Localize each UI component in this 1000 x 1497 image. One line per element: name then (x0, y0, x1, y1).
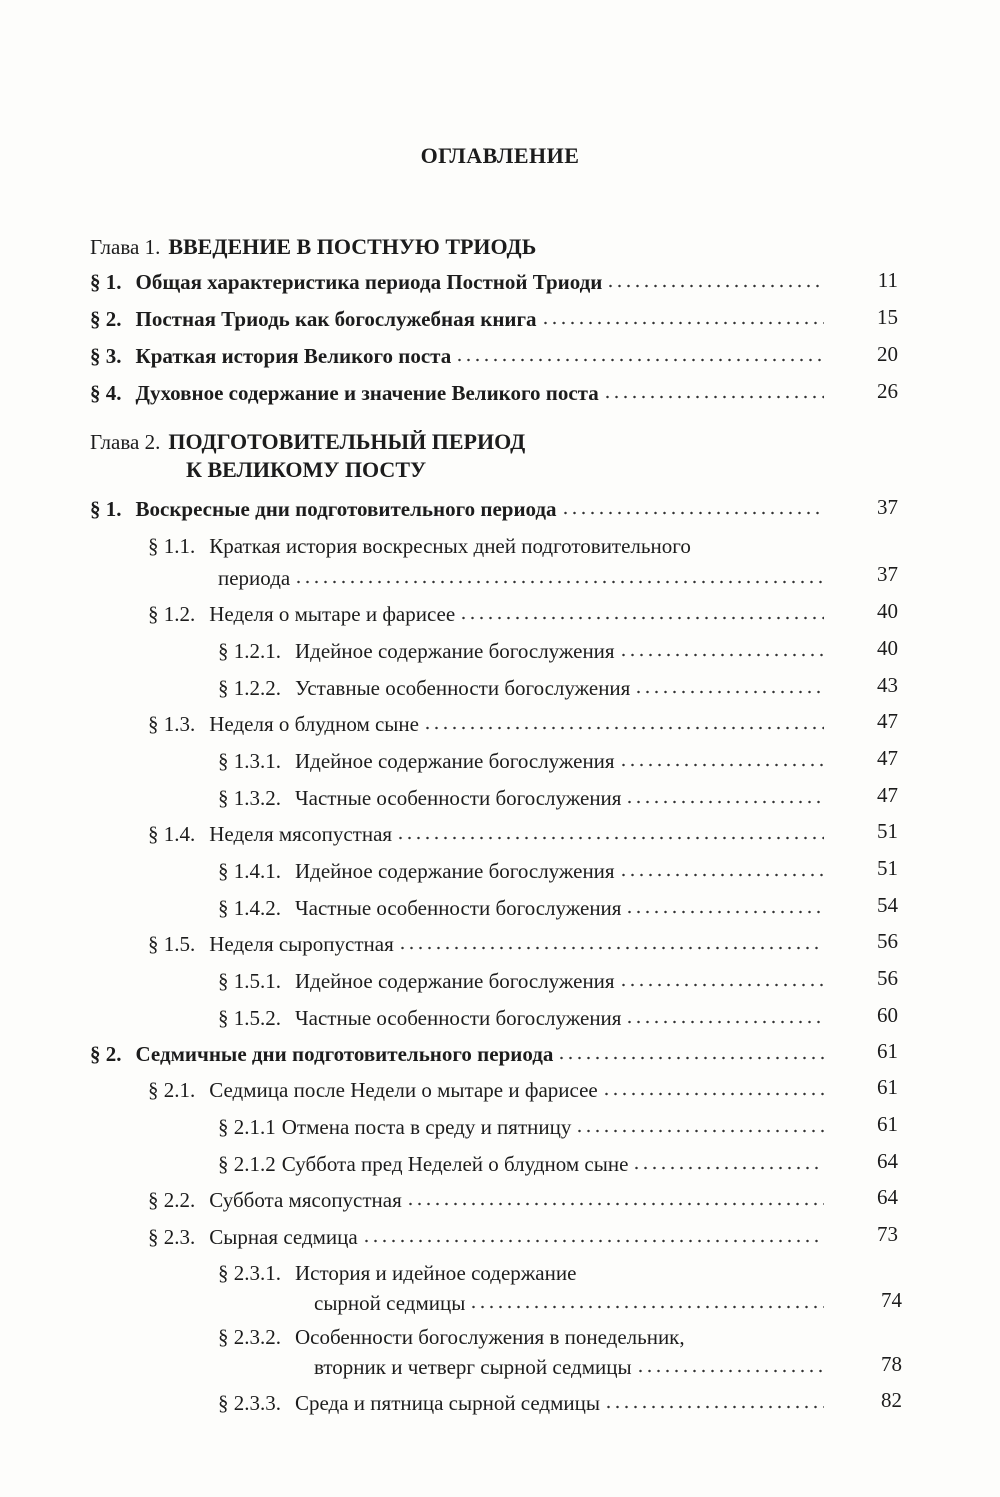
toc-entry[interactable] (90, 379, 828, 407)
toc-entry-continuation[interactable] (314, 1353, 828, 1381)
entry-page: 26 (877, 379, 898, 403)
toc-entry[interactable] (218, 1150, 828, 1178)
toc-entry[interactable] (148, 820, 828, 848)
entry-page: 51 (877, 819, 898, 843)
toc-entry-first-line[interactable] (218, 1259, 576, 1287)
toc-entry[interactable] (218, 674, 828, 702)
leader-dots (575, 1128, 824, 1134)
entry-number: § 2.2. (148, 1188, 196, 1212)
toc-entry[interactable] (148, 930, 828, 958)
entry-title: Частные особенности богослужения (295, 786, 622, 810)
entry-title: Идейное содержание богослужения (295, 749, 615, 773)
leader-dots (294, 579, 824, 585)
entry-page: 74 (881, 1288, 902, 1312)
entry-title: Среда и пятница сырной седмицы (295, 1391, 600, 1415)
page-title: ОГЛАВЛЕНИЕ (420, 143, 580, 168)
entry-number: § 1.5. (148, 932, 196, 956)
leader-dots (541, 320, 824, 326)
entry-title: Суббота пред Неделей о блудном сыне (281, 1152, 629, 1176)
leader-dots (625, 799, 824, 805)
entry-title: Неделя о мытаре и фарисее (209, 602, 456, 626)
entry-title: Седмичные дни подготовительного периода (135, 1042, 554, 1066)
leader-dots (604, 1404, 824, 1410)
entry-number: § 3. (90, 344, 122, 368)
toc-entry[interactable] (90, 1040, 828, 1068)
entry-number: § 1.4.1. (218, 859, 281, 883)
entry-number: § 1.5.2. (218, 1006, 281, 1030)
leader-dots (632, 1165, 824, 1171)
entry-number: § 2.3.3. (218, 1391, 281, 1415)
toc-entry[interactable] (90, 495, 828, 523)
chapter-title: ВВЕДЕНИЕ В ПОСТНУЮ ТРИОДЬ (168, 234, 537, 259)
toc-entry[interactable] (90, 305, 828, 333)
entry-page: 78 (881, 1352, 902, 1376)
toc-entry[interactable] (218, 894, 828, 922)
chapter-label: Глава 1. (90, 235, 161, 259)
leader-dots (619, 762, 824, 768)
entry-title: Краткая история воскресных дней подготовительного (209, 534, 691, 558)
leader-dots (634, 689, 824, 695)
entry-number: § 1.2.2. (218, 676, 281, 700)
leader-dots (636, 1368, 824, 1374)
entry-page: 51 (877, 856, 898, 880)
toc-entry[interactable] (218, 747, 828, 775)
entry-number: § 1.3. (148, 712, 196, 736)
toc-entry[interactable] (218, 784, 828, 812)
leader-dots (561, 510, 824, 516)
leader-dots (557, 1055, 824, 1061)
entry-title: Неделя о блудном сыне (209, 712, 419, 736)
entry-number: § 2.1. (148, 1078, 196, 1102)
entry-page: 82 (881, 1388, 902, 1412)
leader-dots (619, 982, 824, 988)
entry-title: Краткая история Великого поста (135, 344, 452, 368)
entry-title: Неделя мясопустная (209, 822, 393, 846)
entry-number: § 1. (90, 270, 122, 294)
entry-number: § 1. (90, 497, 122, 521)
chapter-2-heading (90, 428, 525, 484)
entry-page: 37 (877, 562, 898, 586)
entry-title: Частные особенности богослужения (295, 896, 622, 920)
entry-title: Уставные особенности богослужения (295, 676, 631, 700)
entry-page: 47 (877, 746, 898, 770)
entry-title: История и идейное содержание (295, 1261, 577, 1285)
entry-title: Особенности богослужения в понедельник, (295, 1325, 685, 1349)
leader-dots (362, 1238, 824, 1244)
toc-entry[interactable] (90, 268, 828, 296)
entry-number: § 1.5.1. (218, 969, 281, 993)
entry-number: § 1.4. (148, 822, 196, 846)
leader-dots (625, 1019, 824, 1025)
entry-title: Сырная седмица (209, 1225, 358, 1249)
entry-page: 11 (877, 268, 898, 292)
toc-entry[interactable] (218, 1389, 828, 1417)
leader-dots (606, 283, 824, 289)
entry-number: § 1.1. (148, 534, 196, 558)
leader-dots (469, 1304, 824, 1310)
leader-dots (619, 652, 824, 658)
entry-page: 54 (877, 893, 898, 917)
leader-dots (398, 945, 824, 951)
entry-title: Отмена поста в среду и пятницу (281, 1115, 572, 1139)
entry-number: § 1.2. (148, 602, 196, 626)
entry-number: § 2.1.1 (218, 1115, 276, 1139)
entry-title: Постная Триодь как богослужебная книга (135, 307, 537, 331)
entry-page: 64 (877, 1185, 898, 1209)
entry-title-continued: вторник и четверг сырной седмицы (314, 1355, 632, 1379)
entry-number: § 2.3.1. (218, 1261, 281, 1285)
toc-entry[interactable] (148, 1223, 828, 1251)
entry-page: 64 (877, 1149, 898, 1173)
entry-number: § 1.2.1. (218, 639, 281, 663)
entry-number: § 2.1.2 (218, 1152, 276, 1176)
entry-number: § 2. (90, 307, 122, 331)
chapter-title-line-2: К ВЕЛИКОМУ ПОСТУ (186, 457, 427, 482)
entry-title: Воскресные дни подготовительного периода (135, 497, 557, 521)
leader-dots (406, 1201, 824, 1207)
toc-entry[interactable] (218, 1113, 828, 1141)
entry-page: 47 (877, 783, 898, 807)
leader-dots (459, 615, 824, 621)
entry-title: Идейное содержание богослужения (295, 969, 615, 993)
entry-page: 43 (877, 673, 898, 697)
entry-title: Седмица после Недели о мытаре и фарисее (209, 1078, 598, 1102)
toc-entry[interactable] (148, 1076, 828, 1104)
entry-title-continued: сырной седмицы (314, 1291, 466, 1315)
entry-page: 56 (877, 929, 898, 953)
leader-dots (455, 357, 824, 363)
toc-entry-continuation[interactable] (314, 1289, 828, 1317)
entry-page: 61 (877, 1075, 898, 1099)
entry-page: 37 (877, 495, 898, 519)
entry-number: § 1.3.2. (218, 786, 281, 810)
entry-number: § 2. (90, 1042, 122, 1066)
chapter-title-line-1: ПОДГОТОВИТЕЛЬНЫЙ ПЕРИОД (168, 429, 526, 454)
leader-dots (396, 835, 824, 841)
entry-title: Суббота мясопустная (209, 1188, 402, 1212)
toc-entry-first-line[interactable] (218, 1323, 685, 1351)
toc-entry[interactable] (148, 710, 828, 738)
entry-page: 56 (877, 966, 898, 990)
toc-entry[interactable] (218, 1004, 828, 1032)
leader-dots (423, 725, 824, 731)
entry-number: § 1.3.1. (218, 749, 281, 773)
entry-number: § 2.3. (148, 1225, 196, 1249)
toc-entry[interactable] (218, 967, 828, 995)
entry-page: 40 (877, 636, 898, 660)
leader-dots (602, 1091, 824, 1097)
entry-page: 73 (877, 1222, 898, 1246)
entry-page: 40 (877, 599, 898, 623)
chapter-1-heading (90, 233, 536, 261)
entry-page: 15 (877, 305, 898, 329)
toc-entry[interactable] (148, 1186, 828, 1214)
entry-number: § 1.4.2. (218, 896, 281, 920)
entry-title: Общая характеристика периода Постной Триоди (135, 270, 603, 294)
entry-title: Частные особенности богослужения (295, 1006, 622, 1030)
entry-page: 61 (877, 1112, 898, 1136)
toc-entry-first-line[interactable] (148, 532, 691, 560)
entry-title: Идейное содержание богослужения (295, 859, 615, 883)
toc-entry-continuation[interactable] (218, 564, 828, 592)
entry-page: 47 (877, 709, 898, 733)
leader-dots (603, 394, 824, 400)
entry-page: 61 (877, 1039, 898, 1063)
toc-entry[interactable] (218, 857, 828, 885)
entry-number: § 2.3.2. (218, 1325, 281, 1349)
leader-dots (625, 909, 824, 915)
toc-entry[interactable] (90, 342, 828, 370)
entry-title: Идейное содержание богослужения (295, 639, 615, 663)
entry-title: Неделя сыропустная (209, 932, 394, 956)
entry-title: Духовное содержание и значение Великого поста (135, 381, 599, 405)
toc-entry[interactable] (148, 600, 828, 628)
toc-entry[interactable] (218, 637, 828, 665)
entry-page: 60 (877, 1003, 898, 1027)
entry-title-continued: периода (218, 566, 291, 590)
entry-number: § 4. (90, 381, 122, 405)
chapter-label: Глава 2. (90, 430, 161, 454)
leader-dots (619, 872, 824, 878)
entry-page: 20 (877, 342, 898, 366)
